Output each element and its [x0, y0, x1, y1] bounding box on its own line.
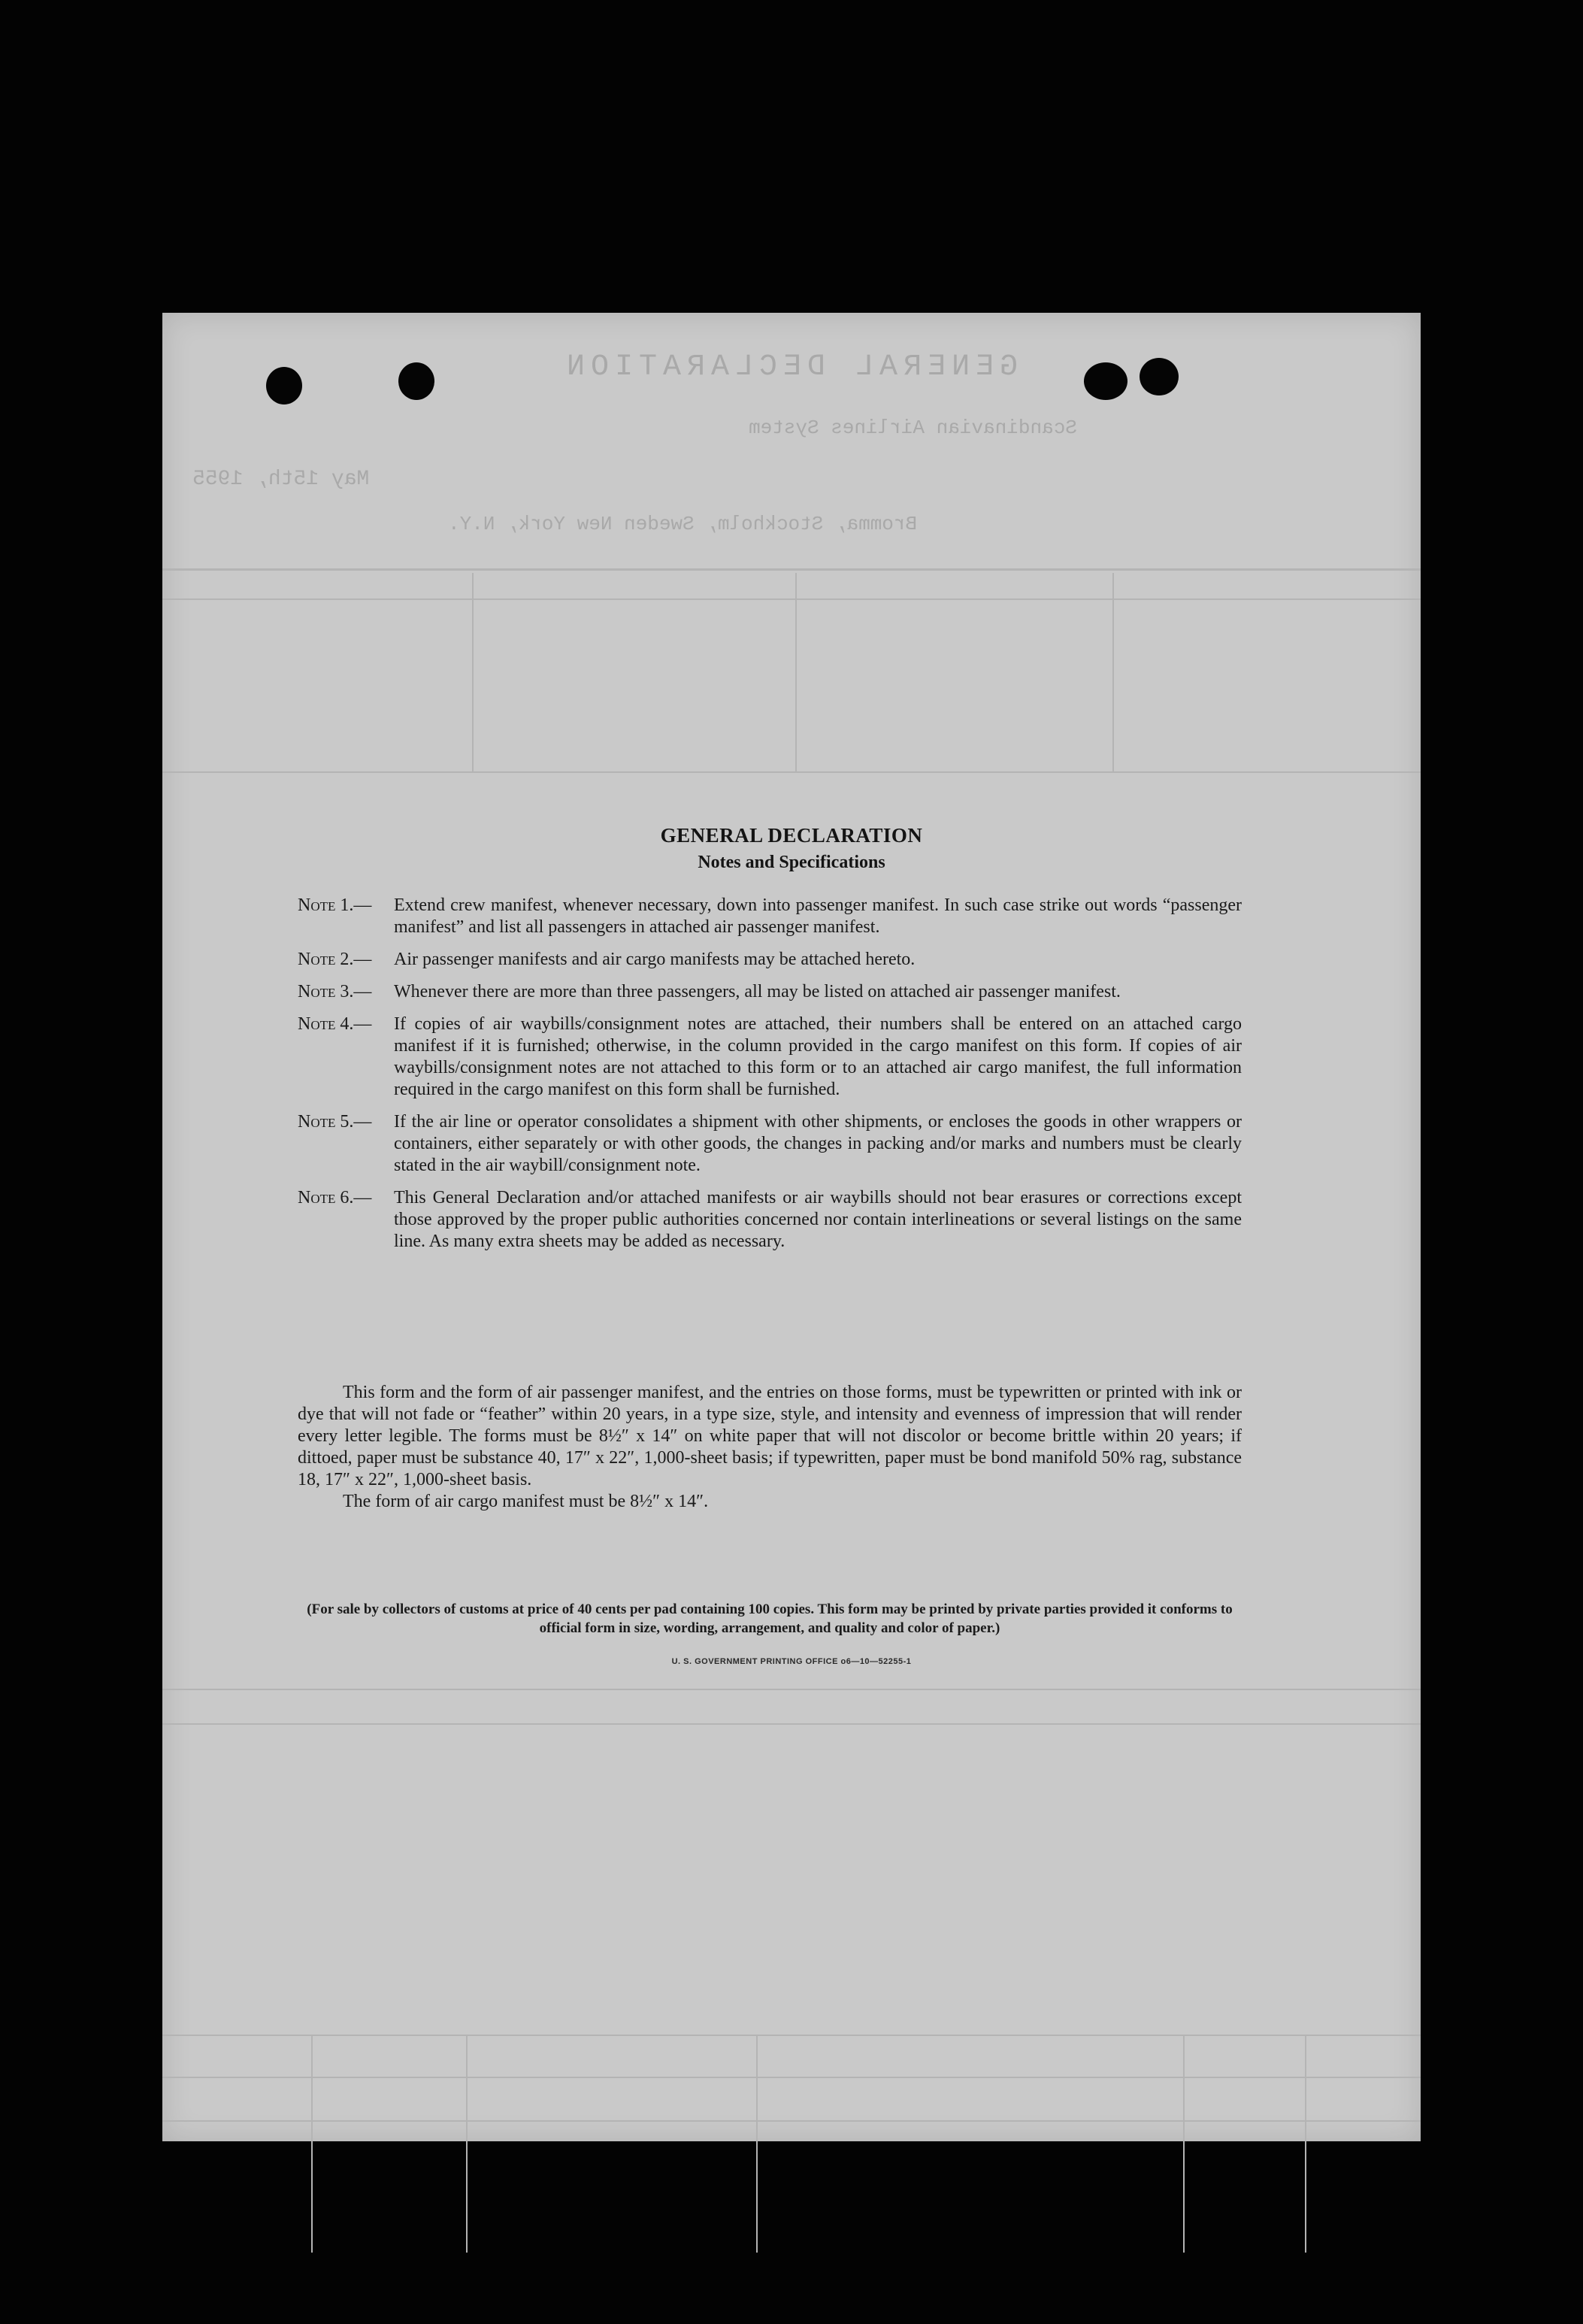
document-subtitle: Notes and Specifications	[698, 853, 885, 872]
document-title: GENERAL DECLARATION	[660, 824, 923, 847]
note-label: Note 1.—	[298, 895, 372, 915]
bleedthrough-col	[1305, 2035, 1306, 2253]
note-item	[298, 895, 1242, 938]
bleedthrough-col	[466, 2035, 468, 2253]
bleedthrough-rule	[162, 2077, 1421, 2078]
bleedthrough-rule	[162, 2120, 1421, 2122]
note-label: Note 4.—	[298, 1014, 372, 1034]
printer-imprint: U. S. GOVERNMENT PRINTING OFFICE o6—10—52255-1	[671, 1657, 912, 1666]
bleedthrough-col	[1112, 573, 1114, 771]
punch-hole-3	[1084, 362, 1127, 400]
punch-hole-1	[266, 367, 302, 405]
bleedthrough-col	[1183, 2035, 1185, 2253]
note-text: Whenever there are more than three passengers, all may be listed on attached air passenger manifest.	[394, 982, 1121, 1001]
bleedthrough-rule	[162, 1723, 1421, 1725]
specification-paragraph	[298, 1382, 1242, 1513]
note-label: Note 6.—	[298, 1188, 372, 1207]
punch-hole-2	[398, 362, 434, 400]
bleedthrough-rule	[162, 771, 1421, 773]
note-text: Air passenger manifests and air cargo manifests may be attached hereto.	[394, 950, 916, 969]
bleedthrough-rule	[162, 2035, 1421, 2036]
note-item	[298, 1111, 1242, 1177]
note-text: Extend crew manifest, whenever necessary, down into passenger manifest. In such case strike out words “passenger manifest” and list all passengers in attached air passenger manifest.	[394, 895, 1242, 937]
note-label: Note 2.—	[298, 950, 372, 969]
bleedthrough-header: GENERAL DECLARATION	[561, 350, 1019, 384]
sale-notice: (For sale by collectors of customs at price of 40 cents per pad containing 100 copies. This form may be printed by private parties provided it conforms to official form in size, wording, arrangement, and quality and color of paper.)	[307, 1601, 1233, 1636]
note-text: If copies of air waybills/consignment notes are attached, their numbers shall be entered on an attached cargo manifest if it is furnished; otherwise, in the column provided in the cargo manifest on this form. If copies of air waybills/consignment notes are not attached to this form or to an attached air cargo manifest, the full information required in the cargo manifest on this form shall be furnished.	[394, 1014, 1242, 1099]
note-label: Note 3.—	[298, 982, 372, 1001]
bleedthrough-route: Bromma, Stockholm, Sweden New York, N.Y.	[448, 513, 918, 535]
bleedthrough-col	[311, 2035, 313, 2253]
cargo-manifest-size: The form of air cargo manifest must be 8½″ x 14″.	[343, 1492, 709, 1511]
bleedthrough-rule	[162, 1689, 1421, 1690]
note-text: This General Declaration and/or attached manifests or air waybills should not bear erasures or corrections except those approved by the proper public authorities concerned nor contain interlineations or several listings on the same line. As many extra sheets may be added as necessary.	[394, 1188, 1242, 1251]
note-label: Note 5.—	[298, 1112, 372, 1132]
bleedthrough-col	[756, 2035, 758, 2253]
note-item	[298, 1187, 1242, 1253]
bleedthrough-col	[795, 573, 797, 771]
punch-hole-4	[1140, 358, 1179, 395]
note-text: If the air line or operator consolidates a shipment with other shipments, or encloses the goods in other wrappers or containers, either separately or with other goods, the changes in packing and/or marks and numbers must be clearly stated in the air waybill/consignment note.	[394, 1112, 1242, 1175]
bleedthrough-airline: Scandinavian Airlines System	[749, 417, 1077, 439]
bleedthrough-rule	[162, 598, 1421, 600]
paper-requirements: This form and the form of air passenger manifest, and the entries on those forms, must be typewritten or printed with ink or dye that will not fade or “feather” within 20 years, in a type size, style, and intensity and evenness of impression that will render every letter legible. The forms must be 8½″ x 14″ on white paper that will not discolor or become brittle within 20 years; if dittoed, paper must be substance 40, 17″ x 22″, 1,000-sheet basis; if typewritten, paper must be bond manifold 50% rag, substance 18, 17″ x 22″, 1,000-sheet basis.	[298, 1383, 1242, 1489]
note-item	[298, 949, 1242, 971]
note-item	[298, 1014, 1242, 1101]
bleedthrough-rule	[162, 568, 1421, 571]
bleedthrough-col	[472, 573, 474, 771]
bleedthrough-date: May 15th, 1955	[192, 468, 370, 491]
notes-list	[298, 895, 1242, 1263]
note-item	[298, 981, 1242, 1003]
